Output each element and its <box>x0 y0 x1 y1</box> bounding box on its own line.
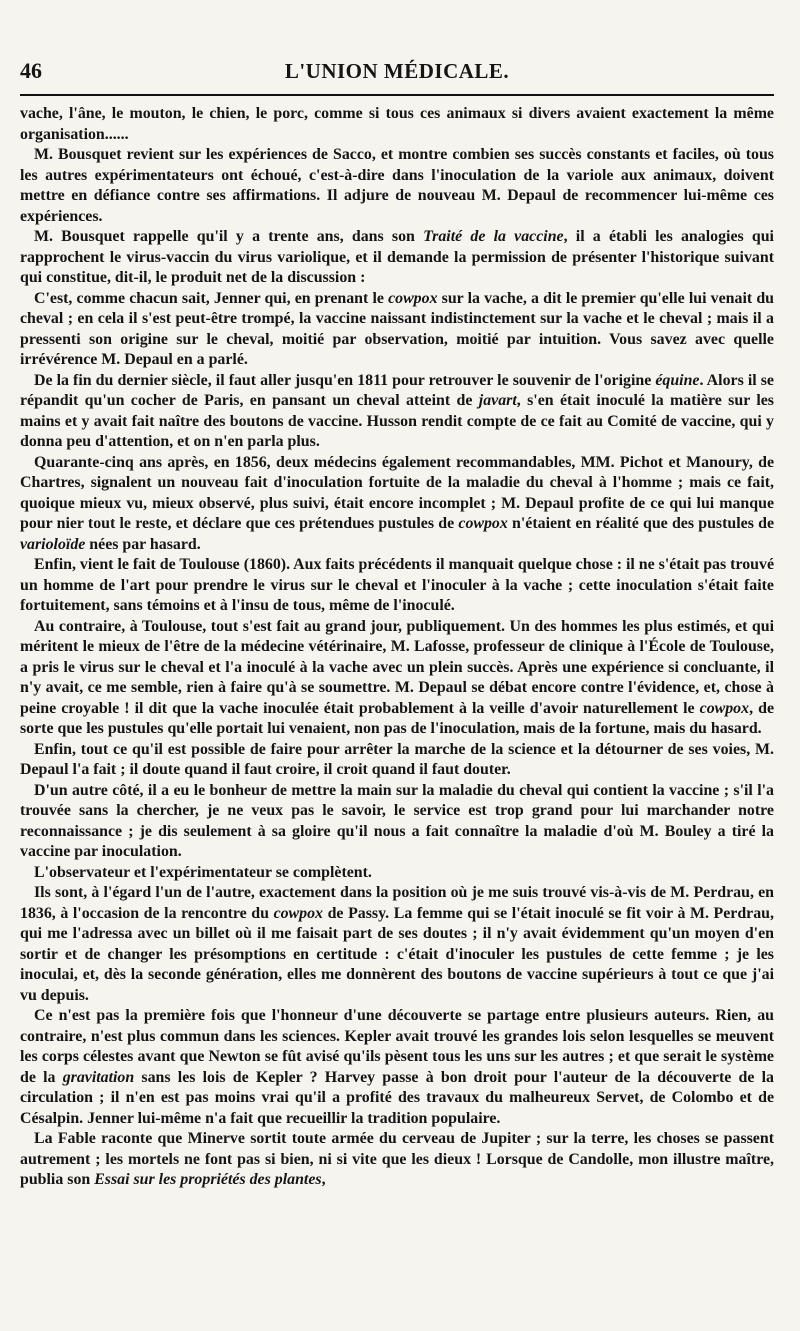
paragraph <box>20 883 774 1006</box>
paragraph-text: Quarante-cinq ans après, en 1856, deux médecins également recommandables, MM. Pichot et Manoury, de Chartres, signalent un nouveau fait d'inoculation fortuite de la maladie du cheval à l'homme ; mais ce fait, quoique mieux vu, mieux observé, plus suivi, était encore incomplet ; M. Depaul profite de ce qui lui manque pour nier tout le reste, et déclare que ces prétendues pustules de <box>20 453 774 532</box>
paragraph <box>20 1006 774 1129</box>
paragraph-text: La Fable raconte que Minerve sortit toute armée du cerveau de Jupiter ; sur la terre, les choses se passent autrement ; les mortels ne font pas si bien, ni si vite que les dieux ! Lorsque de Candolle, mon illustre maître, publia son <box>20 1130 774 1188</box>
paragraph-text: de Passy. La femme qui se l'était inoculé se fit voir à M. Perdrau, qui me l'adressa avec un billet où il me faisait part de ses doutes ; il n'y avait évidemment qu'un moyen d'en sortir et de changer les présomptions en certitude : c'était d'inoculer les pustules de cette femme ; je les inoculai, et, dès la seconde génération, elles me donnèrent des boutons de vaccine supérieurs à tout ce que j'ai vu depuis. <box>20 904 774 1004</box>
article-body <box>20 104 774 1191</box>
italic-term: cowpox <box>273 904 323 922</box>
journal-title: L'UNION MÉDICALE. <box>284 59 510 83</box>
paragraph-text: , il a établi les analogies qui rapprochent le virus-vaccin du virus variolique, et il demande la permission de présenter l'historique suivant qui constitue, dit-il, le produit net de la discussion : <box>20 228 774 286</box>
paragraph-text: Enfin, vient le fait de Toulouse (1860). Aux faits précédents il manquait quelque chose : il ne s'était pas trouvé un homme de l'art pour prendre le virus sur le cheval et l'inoculer à la vache ; cette inoculation s'était faite fortuitement, sans témoins et à l'insu de tous, même de l'inoculé. <box>20 556 774 614</box>
paragraph-text: M. Bousquet rappelle qu'il y a trente ans, dans son <box>34 228 424 245</box>
paragraph-text: , <box>321 1171 326 1188</box>
italic-term: javart <box>478 392 517 409</box>
paragraph-text: n'étaient en réalité que des pustules de <box>507 515 775 532</box>
paragraph-text: , s'en était inoculé la matière sur les mains et y avait fait naître des boutons de vaccine. Husson rendit compte de ce fait au Comité de vaccine, qui y donna peu d'attention, et on n'en parla plus. <box>20 392 774 450</box>
paragraph-text: . Alors il se répandit qu'un cocher de Paris, en pansant un cheval atteint de <box>20 371 774 409</box>
paragraph-text: C'est, comme chacun sait, Jenner qui, en prenant le <box>34 289 389 307</box>
page-header <box>20 58 774 88</box>
paragraph-text: sans les lois de Kepler ? Harvey passe à bon droit pour l'auteur de la découverte de la circulation ; il n'en est pas moins vrai qu'il a profité des travaux du malheureux Servet, de Colombo et de Césalpin. Jenner lui-même n'a fait que recueillir la tradition populaire. <box>20 1068 774 1127</box>
italic-term: Traité de la vaccine <box>423 228 564 245</box>
paragraph <box>20 145 774 227</box>
page-number: 46 <box>20 58 42 83</box>
paragraph-text: M. Bousquet revient sur les expériences de Sacco, et montre combien ses succès constants et faciles, où tous les autres expérimentateurs ont échoué, c'est-à-dire dans l'inoculation de la variole aux animaux, doivent mettre en défiance contre ses affirmations. Il adjure de nouveau M. Depaul de recommencer lui-même ces expériences. <box>20 146 774 225</box>
header-rule <box>20 94 774 96</box>
paragraph <box>20 104 774 145</box>
paragraph-text: D'un autre côté, il a eu le bonheur de mettre la main sur la maladie du cheval qui contient la vaccine ; s'il l'a trouvée sans la chercher, je ne veux pas le savoir, le service est trop grand pour lui marchander notre reconnaissance ; je dis seulement à sa gloire qu'il nous a fait connaître la maladie d'où M. Bouley a tiré la vaccine par inoculation. <box>20 781 774 860</box>
paragraph <box>20 555 774 617</box>
italic-term: équine <box>655 371 700 389</box>
italic-term: varioloïde <box>20 535 86 553</box>
paragraph <box>20 371 774 453</box>
paragraph-text: Au contraire, à Toulouse, tout s'est fait au grand jour, publiquement. Un des hommes les plus estimés, et qui méritent le mieux de l'être de la médecine vétérinaire, M. Lafosse, professeur de clinique à l'École de Toulouse, a pris le virus sur le cheval et l'a inoculé à la vache avec un plein succès. Après une expérience si concluante, il n'y avait, ce me semble, rien à faire qu'à se soumettre. M. Depaul se débat encore contre l'évidence, et, chose à peine croyable ! il dit que la vache inoculée était probablement à la veille d'avoir naturellement le <box>20 617 774 717</box>
paragraph-text: Ils sont, à l'égard l'un de l'autre, exactement dans la position où je me suis trouvé vis-à-vis de M. Perdrau, en 1836, à l'occasion de la rencontre du <box>20 884 774 922</box>
paragraph-text: nées par hasard. <box>85 535 201 553</box>
paragraph <box>20 289 774 371</box>
italic-term: cowpox <box>388 289 438 307</box>
italic-term: gravitation <box>62 1068 135 1086</box>
paragraph-text: , de sorte que les pustules qu'elle portait lui venaient, non pas de l'inoculation, mais de la fortune, mais du hasard. <box>20 699 774 737</box>
paragraph <box>20 781 774 863</box>
italic-term: Essai sur les propriétés des plantes <box>94 1171 322 1188</box>
paragraph-text: Ce n'est pas la première fois que l'honneur d'une découverte se partage entre plusieurs auteurs. Rien, au contraire, n'est plus commun dans les sciences. Kepler avait trouvé les grandes lois selon lesquelles se meuvent les corps célestes avant que Newton se fût avisé qu'ils pèsent tous les uns sur les autres ; et que serait le système de la <box>20 1007 774 1086</box>
paragraph <box>20 453 774 556</box>
italic-term: cowpox <box>699 699 750 717</box>
italic-term: cowpox <box>458 515 508 532</box>
paragraph <box>20 1129 774 1191</box>
paragraph-text: L'observateur et l'expérimentateur se complètent. <box>34 863 372 881</box>
paragraph-text: De la fin du dernier siècle, il faut aller jusqu'en 1811 pour retrouver le souvenir de l'origine <box>34 371 656 389</box>
paragraph <box>20 227 774 289</box>
paragraph-text: vache, l'âne, le mouton, le chien, le porc, comme si tous ces animaux si divers avaient exactement la même organisation...... <box>20 105 774 143</box>
paragraph <box>20 740 774 781</box>
paragraph-text: Enfin, tout ce qu'il est possible de faire pour arrêter la marche de la science et la détourner de ses voies, M. Depaul l'a fait ; il doute quand il faut croire, il croit quand il faut douter. <box>20 740 774 778</box>
paragraph <box>20 617 774 740</box>
paragraph <box>20 863 774 884</box>
paragraph-text: sur la vache, a dit le premier qu'elle lui venait du cheval ; en cela il s'est peut-être trompé, la vaccine naissant indistinctement sur la vache et le cheval ; mais il a pressenti son origine sur le cheval, moitié par observation, moitié par intuition. Vous savez avec quelle irrévérence M. Depaul en a parlé. <box>20 289 774 368</box>
